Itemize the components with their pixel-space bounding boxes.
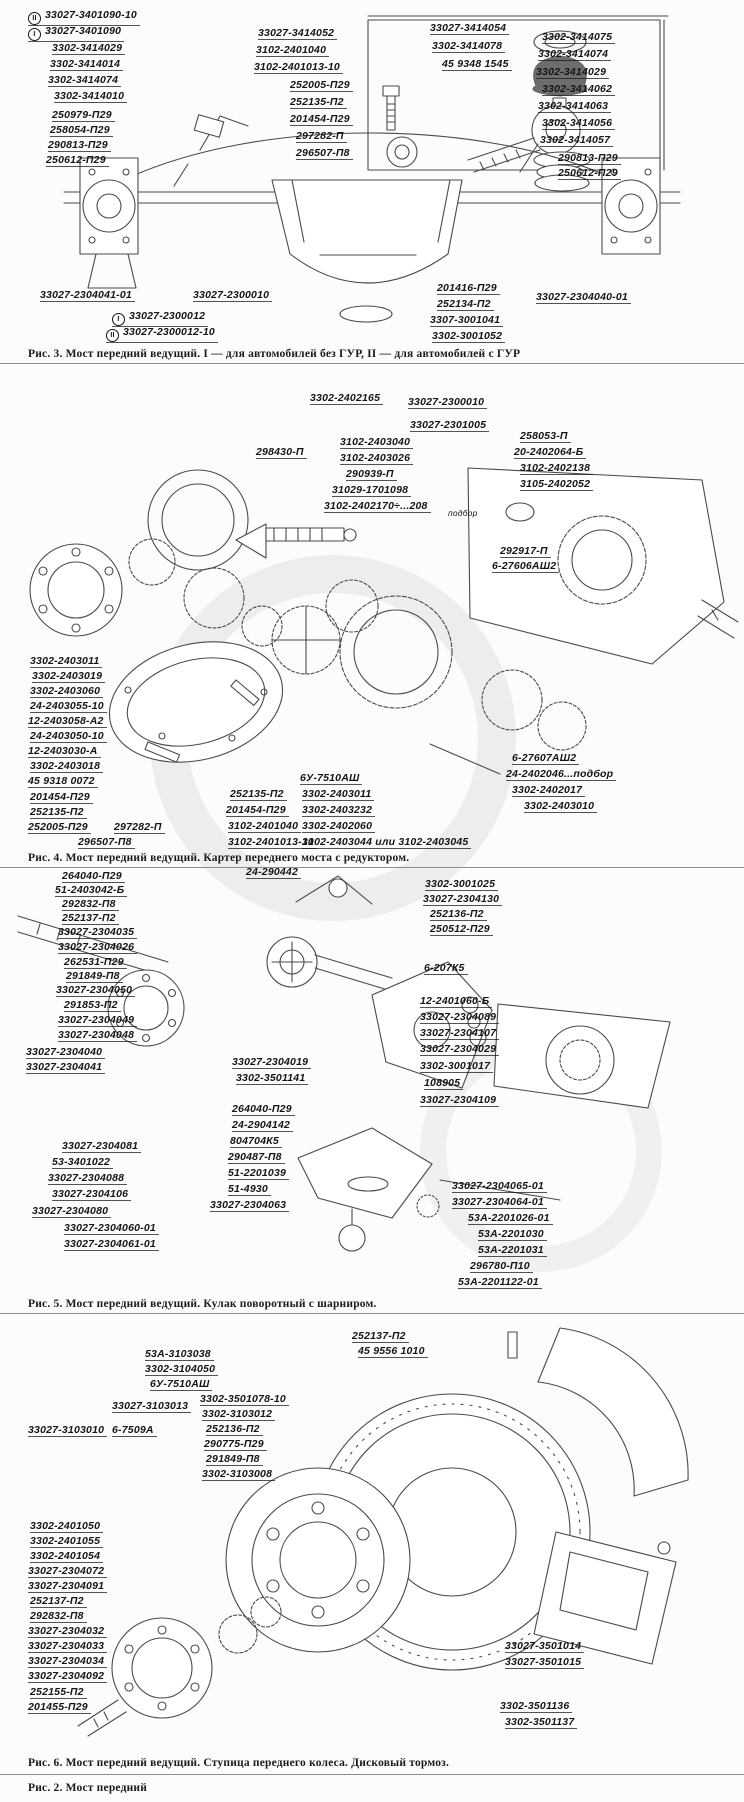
part-number-label: 33027-2304041 <box>26 1061 105 1074</box>
part-number-label: 33027-2304048 <box>58 1029 137 1042</box>
part-number-label: 290813-П29 <box>48 139 111 152</box>
part-number-label: 3302-3414078 <box>432 40 505 53</box>
part-number-label: 3105-2402052 <box>520 478 593 491</box>
part-number-label: 51-2201039 <box>228 1167 289 1180</box>
part-number-label: 33027-2304026 <box>58 941 137 954</box>
part-number-label: 108905 <box>424 1077 463 1090</box>
part-number-label: 258054-П29 <box>50 124 113 137</box>
part-number-label: 3102-2401013-10 <box>228 836 317 849</box>
part-number-label: 31029-1701098 <box>332 484 411 497</box>
figure-3-caption: Рис. 3. Мост передний ведущий. I — для автомобилей без ГУР, II — для автомобилей с ГУР <box>28 348 521 360</box>
part-number-label: 250612-П29 <box>46 154 109 167</box>
part-number-label: 24-2402046...подбор <box>506 768 616 781</box>
part-number-label: 33027-2304107 <box>420 1027 499 1040</box>
part-number-label: 6-27606АШ2 <box>492 560 559 573</box>
figure-5-caption: Рис. 5. Мост передний ведущий. Кулак поворотный с шарниром. <box>28 1298 377 1310</box>
part-number-label: 33027-3414054 <box>430 22 509 35</box>
part-number-label: 252137-П2 <box>30 1595 87 1608</box>
part-number-label: 252005-П29 <box>28 821 91 834</box>
part-number-label: 6-207К5 <box>424 962 468 975</box>
part-number-label: 12-2403030-А <box>28 745 101 758</box>
part-number-label: 291849-П8 <box>66 970 123 983</box>
part-number-label: 3302-2403011 <box>30 655 102 668</box>
section-divider <box>0 1774 744 1775</box>
part-number-label: 258053-П <box>520 430 571 443</box>
part-number-label: 3302-3414010 <box>54 90 127 103</box>
part-number-label: 33027-2304081 <box>62 1140 141 1153</box>
part-number-label: 33027-2304032 <box>28 1625 107 1638</box>
part-number-label: 252137-П2 <box>62 912 119 925</box>
part-number-label: I 33027-3401090 <box>28 25 124 42</box>
part-number-label: 33027-2304130 <box>423 893 502 906</box>
part-number-label: 45 9318 0072 <box>28 775 98 788</box>
part-number-label: 33027-3103010 <box>28 1424 107 1437</box>
part-number-label: 33027-2304061-01 <box>64 1238 159 1251</box>
part-number-label: 3302-3414057 <box>540 134 613 147</box>
part-number-label: 12-2403058-А2 <box>28 715 107 728</box>
part-number-label: 296507-П8 <box>78 836 135 849</box>
part-number-label: 33027-2304064-01 <box>452 1196 547 1209</box>
part-number-label: 3102-2402170÷...208 <box>324 500 431 513</box>
part-number-label: 3302-2403232 <box>302 804 375 817</box>
variant-marker: I <box>112 313 125 326</box>
part-number-label: 250512-П29 <box>430 923 493 936</box>
part-number-label: 51-2403042-Б <box>55 884 127 897</box>
part-number-label: 252005-П29 <box>290 79 353 92</box>
part-number-label: 33027-2304060-01 <box>64 1222 159 1235</box>
part-number-label: 3302-3414074 <box>48 74 121 87</box>
part-number-label: 6-27607АШ2 <box>512 752 579 765</box>
part-number-label: 290939-П <box>346 468 397 481</box>
figure-2-caption: Рис. 2. Мост передний <box>28 1782 148 1794</box>
part-number-label: 33027-2300010 <box>408 396 487 409</box>
steering-knuckle-drawing <box>18 876 670 1251</box>
part-number-label: 3102-2403040 <box>340 436 413 449</box>
part-number-label: 3302-2401050 <box>30 1520 103 1533</box>
part-number-label: 33027-2304091 <box>28 1580 107 1593</box>
part-number-label: 3302-3001017 <box>420 1060 493 1073</box>
section-divider <box>0 867 744 868</box>
section-divider <box>0 363 744 364</box>
part-number-label: 3102-2402138 <box>520 462 593 475</box>
part-number-label: 291849-П8 <box>206 1453 263 1466</box>
part-number-label: 3302-3001052 <box>432 330 505 343</box>
part-number-label: 252135-П2 <box>290 96 347 109</box>
part-number-label: 33027-2304040 <box>26 1046 105 1059</box>
part-number-label: 3302-2401054 <box>30 1550 103 1563</box>
part-number-label: 3302-2401055 <box>30 1535 103 1548</box>
part-number-label: 33027-2304065-01 <box>452 1180 547 1193</box>
part-number-label: 291853-П2 <box>64 999 121 1012</box>
part-number-label: 3302-3414029 <box>536 66 609 79</box>
part-number-label: 201454-П29 <box>226 804 289 817</box>
part-number-label: 45 9348 1545 <box>442 58 512 71</box>
part-number-label: 24-290442 <box>246 866 301 879</box>
part-number-label: 3302-3001025 <box>425 878 498 891</box>
part-number-label: 24-2904142 <box>232 1119 293 1132</box>
part-number-label: 3102-2403044 или 3102-2403045 <box>302 836 471 849</box>
part-number-label: 3302-3414056 <box>542 117 615 130</box>
part-number-label: 296507-П8 <box>296 147 353 160</box>
part-number-label: 252137-П2 <box>352 1330 409 1343</box>
part-number-label: 252135-П2 <box>230 788 287 801</box>
part-number-label: 292917-П <box>500 545 551 558</box>
part-number-label: 6У-7510АШ <box>150 1378 212 1391</box>
part-number-label: 252136-П2 <box>206 1423 263 1436</box>
part-number-label: 33027-2300010 <box>193 289 272 302</box>
part-number-label: 24-2403055-10 <box>30 700 107 713</box>
part-number-label: 33027-2304063 <box>210 1199 289 1212</box>
part-number-label: 3302-2403018 <box>30 760 103 773</box>
part-number-label: 33027-2304035 <box>58 926 137 939</box>
part-number-label: 3302-2403019 <box>32 670 105 683</box>
part-number-label: 298430-П <box>256 446 307 459</box>
part-number-label: 3302-3501141 <box>236 1072 308 1085</box>
part-number-label: 33027-2304019 <box>232 1056 311 1069</box>
part-number-label: 53А-2201122-01 <box>458 1276 542 1289</box>
part-number-label: 297282-П <box>114 821 165 834</box>
part-number-label: 53А-2201030 <box>478 1228 547 1241</box>
part-number-label: 3302-3414029 <box>52 42 125 55</box>
part-number-label: 250979-П29 <box>52 109 115 122</box>
part-number-label: 33027-2304109 <box>420 1094 499 1107</box>
part-number-label: 3302-3414074 <box>538 48 611 61</box>
part-number-label: 3102-2403026 <box>340 452 413 465</box>
part-number-label: 33027-2304089 <box>420 1011 499 1024</box>
part-number-label: 262531-П29 <box>64 956 127 969</box>
figure-4-caption: Рис. 4. Мост передний ведущий. Картер переднего моста с редуктором. <box>28 852 410 864</box>
part-number-label: 296780-П10 <box>470 1260 533 1273</box>
part-number-label: 290775-П29 <box>204 1438 267 1451</box>
part-number-label: 3302-3414014 <box>50 58 123 71</box>
figure-6-caption: Рис. 6. Мост передний ведущий. Ступица переднего колеса. Дисковый тормоз. <box>28 1757 450 1769</box>
part-number-label: 33027-3103013 <box>112 1400 191 1413</box>
part-number-label: 3302-3414063 <box>538 100 611 113</box>
axle-housing-reducer-drawing <box>30 468 738 780</box>
part-number-label: 3307-3001041 <box>430 314 503 327</box>
part-number-label: 6У-7510АШ <box>300 772 362 785</box>
part-number-label: 33027-2304033 <box>28 1640 107 1653</box>
part-number-label: 3102-2401040 <box>228 820 301 833</box>
part-number-label: 3302-2402165 <box>310 392 383 405</box>
part-number-label: 53А-2201026-01 <box>468 1212 553 1225</box>
part-number-label: 53А-3103038 <box>145 1348 214 1361</box>
part-number-label: подбор <box>448 508 478 518</box>
part-number-label: 292832-П8 <box>62 898 119 911</box>
part-number-label: 33027-2304050 <box>56 984 135 997</box>
part-number-label: 264040-П29 <box>62 870 125 883</box>
section-divider <box>0 1313 744 1314</box>
part-number-label: 33027-2301005 <box>410 419 489 432</box>
part-number-label: 24-2403050-10 <box>30 730 107 743</box>
part-number-label: 201416-П29 <box>437 282 500 295</box>
part-number-label: 201454-П29 <box>290 113 353 126</box>
part-number-label: 33027-2304088 <box>48 1172 127 1185</box>
part-number-label: 3302-3414062 <box>542 83 615 96</box>
part-number-label: 33027-2304092 <box>28 1670 107 1683</box>
part-number-label: 20-2402064-Б <box>514 446 586 459</box>
part-number-label: 51-4930 <box>228 1183 271 1196</box>
part-number-label: 250612-П29 <box>558 167 621 180</box>
part-number-label: 3102-2401040 <box>256 44 329 57</box>
part-number-label: 33027-2304034 <box>28 1655 107 1668</box>
part-number-label: 33027-3501014 <box>505 1640 584 1653</box>
part-number-label: 3302-2403010 <box>524 800 597 813</box>
part-number-label: II 33027-2300012-10 <box>106 326 218 343</box>
part-number-label: 3102-2401013-10 <box>254 61 343 74</box>
part-number-label: 3302-3501078-10 <box>200 1393 289 1406</box>
part-number-label: 3302-2402060 <box>302 820 375 833</box>
part-number-label: 290487-П8 <box>228 1151 285 1164</box>
part-number-label: 33027-2304049 <box>58 1014 137 1027</box>
part-number-label: 3302-3501137 <box>505 1716 577 1729</box>
part-number-label: I 33027-2300012 <box>112 310 208 327</box>
part-number-label: 33027-2304106 <box>52 1188 131 1201</box>
part-number-label: 3302-3501136 <box>500 1700 572 1713</box>
part-number-label: 53-3401022 <box>52 1156 113 1169</box>
part-number-label: 297282-П <box>296 130 347 143</box>
part-number-label: 292832-П8 <box>30 1610 87 1623</box>
part-number-label: 3302-3103008 <box>202 1468 275 1481</box>
part-number-label: 3302-3414075 <box>542 31 615 44</box>
part-number-label: 33027-2304029 <box>420 1043 499 1056</box>
part-number-label: 201454-П29 <box>30 791 93 804</box>
part-number-label: 33027-2304040-01 <box>536 291 631 304</box>
part-number-label: 264040-П29 <box>232 1103 295 1116</box>
front-axle-assembly-drawing <box>64 16 680 322</box>
part-number-label: 53А-2201031 <box>478 1244 547 1257</box>
part-number-label: 45 9556 1010 <box>358 1345 428 1358</box>
part-number-label: 3302-2403011 <box>302 788 374 801</box>
part-number-label: 33027-3414052 <box>258 27 337 40</box>
variant-marker: II <box>106 329 119 342</box>
part-number-label: 33027-2304080 <box>32 1205 111 1218</box>
part-number-label: 3302-3103012 <box>202 1408 275 1421</box>
part-number-label: 290813-П29 <box>558 152 621 165</box>
part-number-label: 804704К5 <box>230 1135 282 1148</box>
part-number-label: 252155-П2 <box>30 1686 87 1699</box>
part-number-label: 3302-2403060 <box>30 685 103 698</box>
part-number-label: 33027-3501015 <box>505 1656 584 1669</box>
part-number-label: 252134-П2 <box>437 298 494 311</box>
part-number-label: II 33027-3401090-10 <box>28 9 140 26</box>
hub-disc-brake-drawing <box>78 1328 688 1736</box>
part-number-label: 3302-2402017 <box>512 784 585 797</box>
part-number-label: 3302-3104050 <box>145 1363 218 1376</box>
part-number-label: 252136-П2 <box>430 908 487 921</box>
variant-marker: II <box>28 12 41 25</box>
part-number-label: 33027-2304041-01 <box>40 289 135 302</box>
part-number-label: 201455-П29 <box>28 1701 91 1714</box>
part-number-label: 6-7509А <box>112 1424 157 1437</box>
part-number-label: 12-2401060-Б <box>420 995 492 1008</box>
part-number-label: 33027-2304072 <box>28 1565 107 1578</box>
variant-marker: I <box>28 28 41 41</box>
part-number-label: 252135-П2 <box>30 806 87 819</box>
